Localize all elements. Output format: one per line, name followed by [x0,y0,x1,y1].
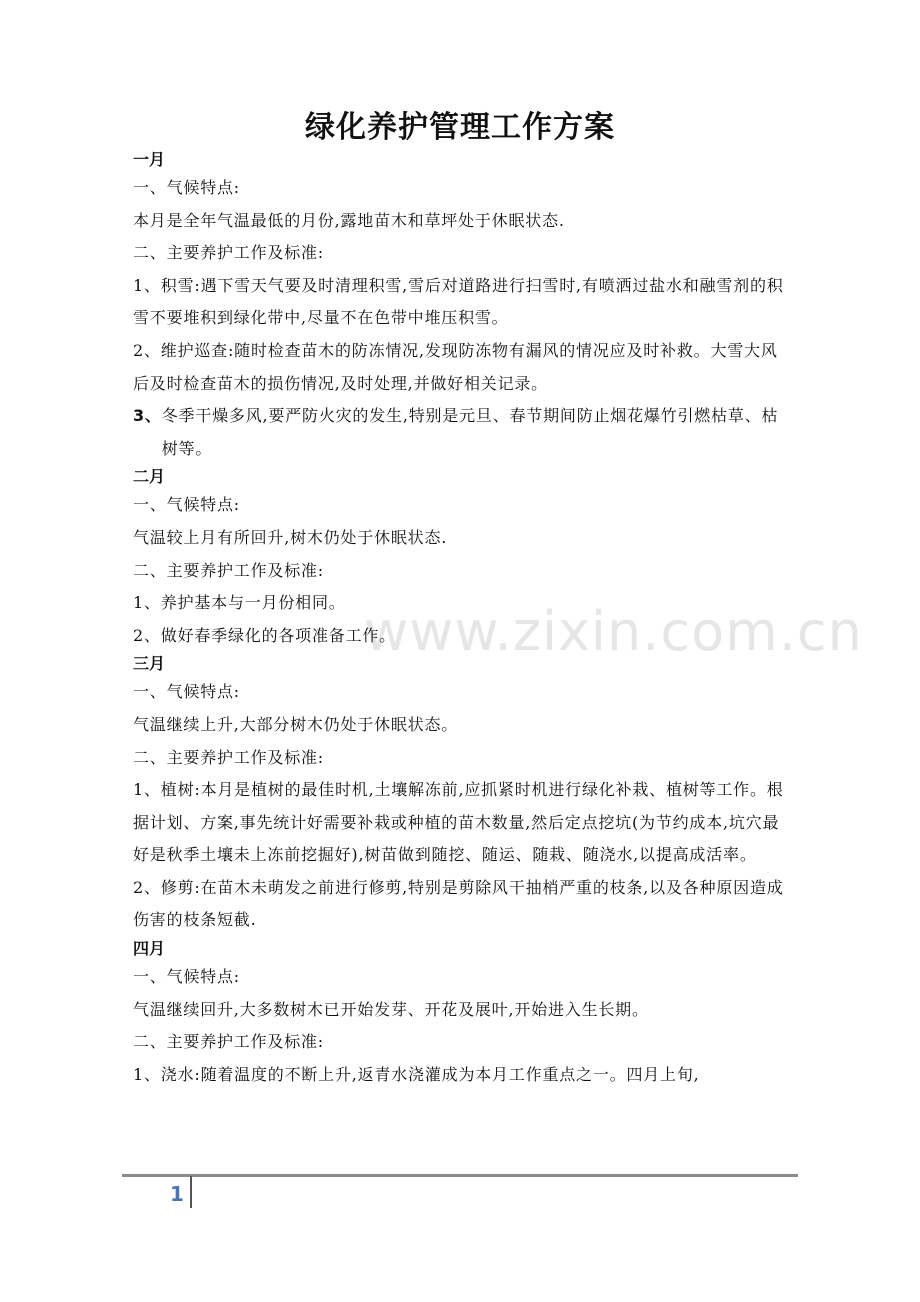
feb-climate-text: 气温较上月有所回升,树木仍处于休眠状态. [133,527,448,547]
mar-climate-label: 一、气候特点: [133,682,240,702]
watermark: www.zixin.com.cn [364,600,863,663]
jan-climate-text: 本月是全年气温最低的月份,露地苗木和草坪处于休眠状态. [133,210,565,230]
jan-item-3-number: 3、 [133,406,162,426]
feb-climate-label: 一、气候特点: [133,495,240,515]
page-number: 1 [170,1182,184,1206]
jan-item-3-text: 冬季干燥多风,要严防火灾的发生,特别是元旦、春节期间防止烟花爆竹引燃枯草、枯树等。 [161,406,779,458]
month-heading-feb: 二月 [133,467,166,487]
mar-item-1: 1、植树:本月是植树的最佳时机,土壤解冻前,应抓紧时机进行绿化补栽、植树等工作。根据计划、方案,事先统计好需要补栽或种植的苗木数量,然后定点挖坑(为节约成本,坑穴最好是秋季土壤未上冻前挖掘好),树苗做到随挖、随运、随栽、随浇水,以提高成活率。 [133,780,784,865]
document-title: 绿化养护管理工作方案 [305,110,615,145]
page-number-divider [190,1176,192,1208]
jan-item-1: 1、积雪:遇下雪天气要及时清理积雪,雪后对道路进行扫雪时,有喷洒过盐水和融雪剂的积雪不要堆积到绿化带中,尽量不在色带中堆压积雪。 [133,275,784,328]
apr-work-label: 二、主要养护工作及标准: [133,1032,324,1052]
feb-item-1: 1、养护基本与一月份相同。 [133,593,346,613]
document-body [133,148,793,1091]
jan-item-2: 2、维护巡查:随时检查苗木的防冻情况,发现防冻物有漏风的情况应及时补救。大雪大风后及时检查苗木的损伤情况,及时处理,并做好相关记录。 [133,340,778,393]
feb-item-2: 2、做好春季绿化的各项准备工作。 [133,625,396,645]
apr-climate-label: 一、气候特点: [133,967,240,987]
mar-work-label: 二、主要养护工作及标准: [133,747,324,767]
jan-climate-label: 一、气候特点: [133,178,240,197]
feb-work-label: 二、主要养护工作及标准: [133,560,324,580]
month-heading-mar: 三月 [133,654,166,674]
month-heading-apr: 四月 [133,939,166,959]
apr-item-1: 1、浇水:随着温度的不断上升,返青水浇灌成为本月工作重点之一。四月上旬, [133,1064,700,1084]
jan-item-3 [133,400,793,465]
mar-climate-text: 气温继续上升,大部分树木仍处于休眠状态。 [133,714,459,734]
month-heading-jan: 一月 [133,150,166,169]
jan-work-label: 二、主要养护工作及标准: [133,243,324,263]
mar-item-2: 2、修剪:在苗木未萌发之前进行修剪,特别是剪除风干抽梢严重的枝条,以及各种原因造成伤害的枝条短截. [133,877,784,930]
footer-rule [122,1174,798,1177]
apr-climate-text: 气温继续回升,大多数树木已开始发芽、开花及展叶,开始进入生长期。 [133,999,649,1019]
